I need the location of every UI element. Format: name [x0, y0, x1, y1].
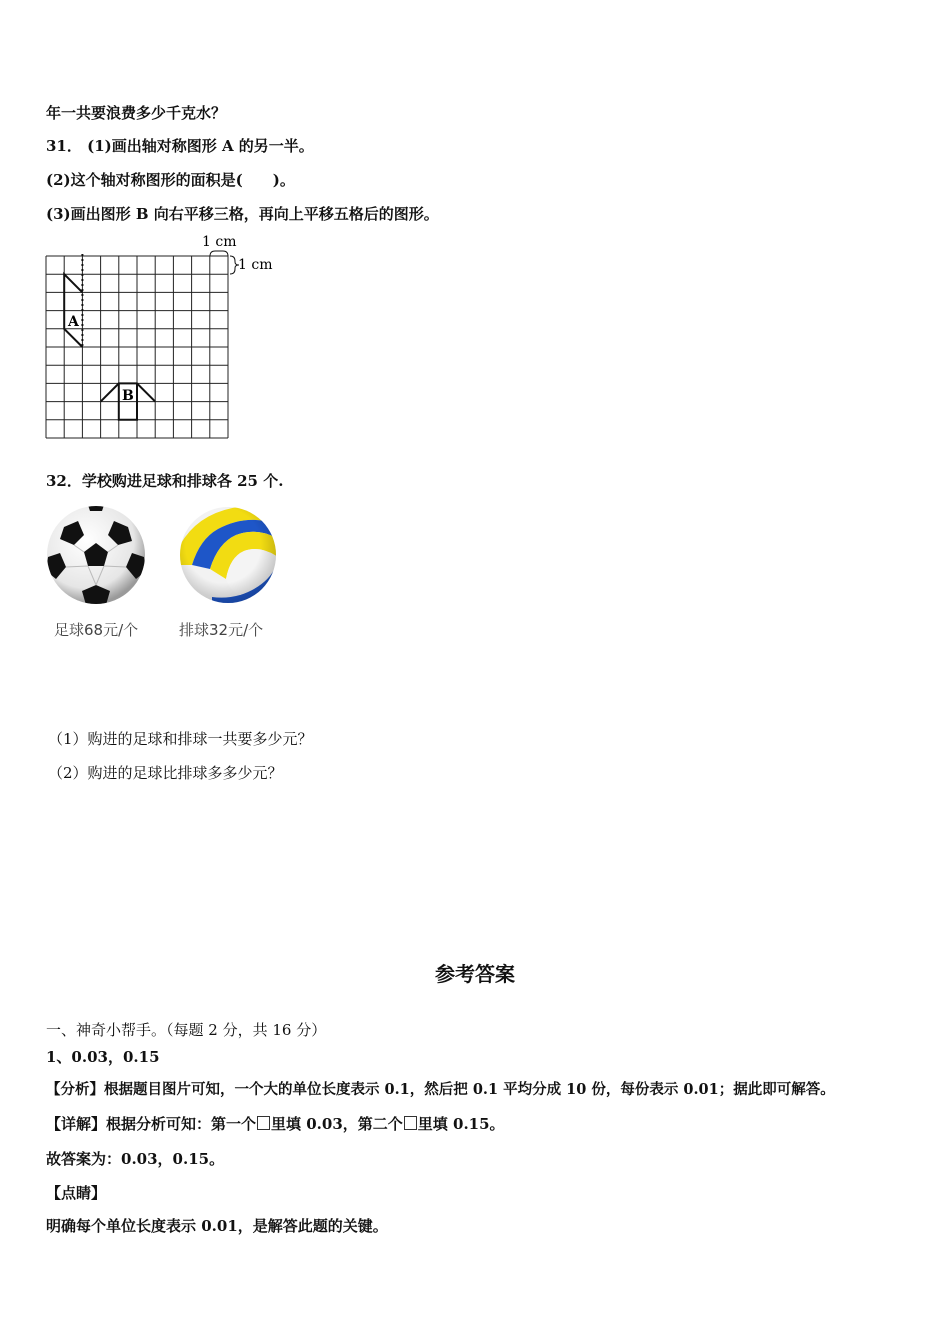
q31-line2: (2)这个轴对称图形的面积是( )。: [46, 171, 295, 189]
detail-mid2: 里填 0.15。: [417, 1115, 505, 1133]
blank-box: [404, 1116, 417, 1130]
volleyball-image: [178, 505, 278, 609]
answer-detail: [46, 1114, 505, 1134]
detail-mid1: 里填 0.03，第二个: [271, 1115, 403, 1133]
label-a: A: [68, 314, 79, 330]
grid-svg: [45, 232, 305, 444]
q32-sub2: （2）购进的足球比排球多多少元？: [48, 764, 283, 782]
q31-line3: (3)画出图形 B 向右平移三格，再向上平移五格后的图形。: [46, 205, 439, 223]
answer-comment: 明确每个单位长度表示 0.01，是解答此题的关键。: [46, 1217, 388, 1235]
q30-tail: 年一共要浪费多少千克水？: [46, 104, 227, 122]
q31-line1: 31． (1)画出轴对称图形 A 的另一半。: [46, 137, 314, 155]
answer-1: 1、0.03，0.15: [46, 1048, 160, 1066]
answer-analysis: 【分析】根据题目图片可知，一个大的单位长度表示 0.1，然后把 0.1 平均分成 10 份，每份表示 0.01；据此即可解答。: [46, 1081, 835, 1098]
scale-vertical: 1 cm: [238, 257, 273, 273]
label-b: B: [122, 388, 134, 404]
answer-conclusion: 故答案为：0.03，0.15。: [46, 1150, 225, 1168]
answers-heading: 参考答案: [435, 962, 515, 986]
comment-label: 【点睛】: [46, 1184, 107, 1202]
answers-section1: 一、神奇小帮手。（每题 2 分，共 16 分）: [46, 1021, 327, 1039]
volleyball-caption: 排球32元/个: [179, 621, 264, 639]
grid-figure: [45, 232, 305, 448]
football-caption: 足球68元/个: [54, 621, 139, 639]
q32-intro: 32．学校购进足球和排球各 25 个.: [46, 472, 284, 490]
football-image: [46, 505, 146, 609]
detail-prefix: 【详解】根据分析可知：第一个: [46, 1115, 257, 1133]
scale-horizontal: 1 cm: [202, 234, 237, 250]
blank-box: [257, 1116, 270, 1130]
q32-sub1: （1）购进的足球和排球一共要多少元？: [48, 730, 313, 748]
